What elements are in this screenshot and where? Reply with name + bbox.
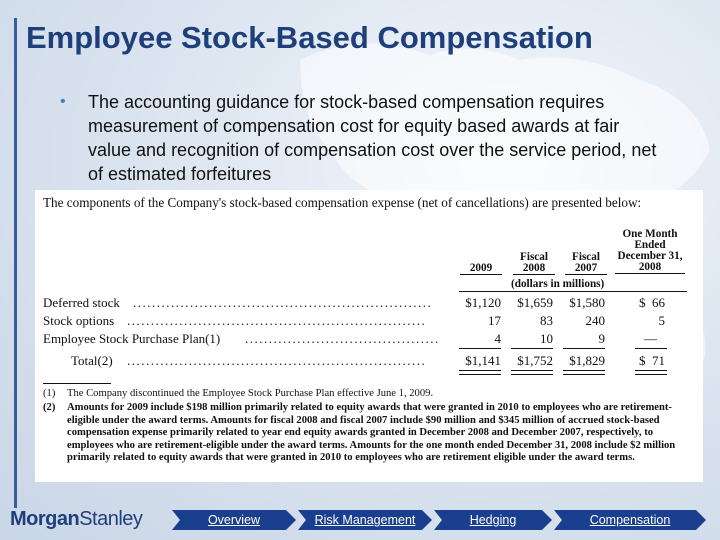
compensation-table-excerpt [35, 190, 703, 482]
bullet-point [60, 90, 660, 186]
row-label: Employee Stock Purchase Plan(1) [43, 331, 221, 346]
column-header: One Month Ended December 31, 2008 [615, 229, 685, 274]
table-cell: 4 [494, 331, 501, 346]
bullet-icon: • [60, 93, 66, 110]
table-cell: 10 [540, 331, 553, 346]
column-header: Fiscal 2008 [513, 252, 555, 275]
table-cell: $ 71 [639, 353, 665, 368]
nav-tab-label[interactable]: Overview [207, 513, 261, 527]
table-cell: $1,659 [517, 295, 553, 310]
nav-tab-compensation[interactable] [554, 510, 706, 530]
table-cell: $1,829 [569, 353, 605, 368]
total-rule [563, 370, 605, 375]
leader-dots: ............................................................... [133, 295, 433, 310]
units-label: (dollars in millions) [511, 278, 605, 290]
sum-rule [635, 348, 667, 349]
row-label: Deferred stock [43, 295, 120, 310]
title-accent-bar [14, 18, 17, 508]
table-cell: $ 66 [639, 295, 665, 310]
row-label: Stock options [43, 313, 115, 328]
morgan-stanley-logo: MorganStanley [10, 508, 143, 530]
table-cell: $1,752 [517, 353, 553, 368]
nav-tab-hedging[interactable] [434, 510, 552, 530]
footnote-number: (2) [43, 402, 56, 413]
nav-tab-label[interactable]: Risk Management [314, 513, 416, 527]
table-cell: $1,141 [465, 353, 501, 368]
table-cell: 240 [585, 313, 605, 328]
nav-tab-risk-management[interactable] [298, 510, 432, 530]
table-intro: The components of the Company's stock-based compensation expense (net of cancellations) are presented below: [43, 195, 642, 210]
leader-dots: ......................................... [245, 331, 440, 346]
column-header: 2009 [460, 263, 502, 275]
sum-rule [563, 348, 605, 349]
footnote-number: (1) [43, 388, 56, 399]
total-rule [511, 370, 553, 375]
row-label: Total(2) [71, 353, 113, 368]
leader-dots: ............................................................... [127, 353, 427, 368]
slide-title: Employee Stock-Based Compensation [26, 20, 593, 55]
footnote [43, 388, 688, 401]
table-cell: $1,580 [569, 295, 605, 310]
nav-tab-label[interactable]: Compensation [589, 513, 671, 527]
nav-tab-label[interactable]: Hedging [469, 513, 517, 527]
sum-rule [459, 348, 501, 349]
nav-tab-overview[interactable] [172, 510, 296, 530]
footnote-rule [43, 383, 111, 384]
leader-dots: ............................................................... [127, 313, 427, 328]
total-rule [635, 370, 667, 375]
total-rule [459, 370, 501, 375]
column-header: Fiscal 2007 [565, 252, 607, 275]
table-cell: 5 [658, 313, 665, 328]
table-cell: — [644, 331, 657, 346]
footnote-text: Amounts for 2009 include $198 million primarily related to equity awards that were granted in 2010 to employees who are retirement-eligible under the award terms. Amounts for fiscal 2008 and fiscal 2007 include $90 million and $345 million of accrued stock-based compensation expense primarily related to year end equity awards granted in December 2008 and December 2007, respectively, to employees who are retirement-eligible under the award terms. Amounts for the one month ended December 31, 2008 include $2 million primarily related to equity awards that were granted in 2010 to employees who are retirement eligible under the award terms. [67, 402, 676, 464]
sum-rule [511, 348, 553, 349]
header-rule [459, 291, 687, 292]
bullet-text: The accounting guidance for stock-based compensation requires measurement of compensation cost for equity based awards at fair value and recognition of compensation cost over the service period, net of estimated forfeitures [88, 92, 657, 184]
footnote [43, 402, 688, 465]
table-cell: 9 [598, 331, 605, 346]
table-cell: $1,120 [465, 295, 501, 310]
table-cell: 17 [488, 313, 501, 328]
table-cell: 83 [540, 313, 553, 328]
footnote-text: The Company discontinued the Employee Stock Purchase Plan effective June 1, 2009. [67, 388, 434, 399]
